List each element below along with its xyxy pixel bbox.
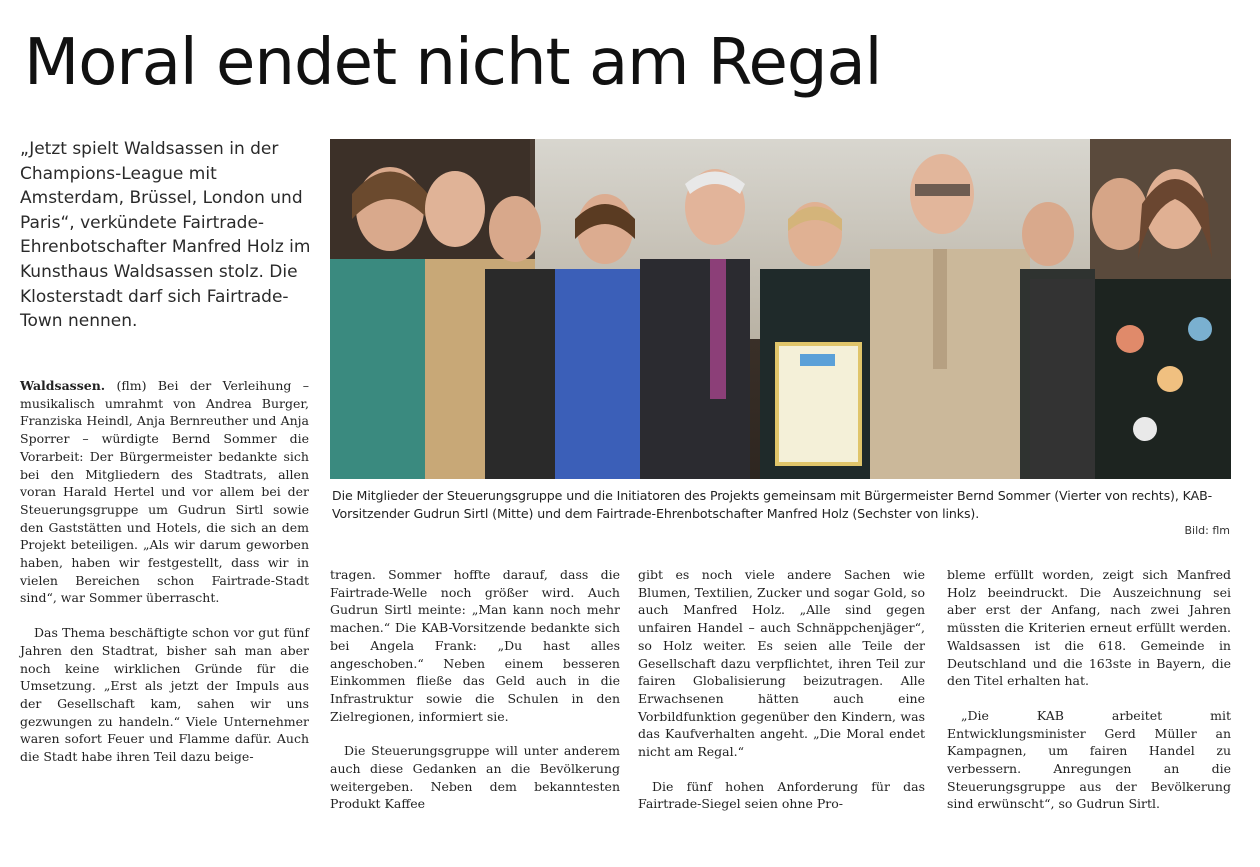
photo-caption: Die Mitglieder der Steuerungsgruppe und die Initiatoren des Projekts gemeinsam mit Bürgermeister Bernd Sommer (Vierter von rechts), KAB-Vorsitzender Gudrun Sirtl (Mitte) und dem Fairtrade-Ehrenbotschafter Manfred Holz (Sechster von links). [332,488,1213,521]
col2-para-1: tragen. Sommer hoffte darauf, dass die Fairtrade-Welle noch größer wird. Auch Gudrun Sirtl meinte: „Man kann noch mehr machen.“ Die KAB-Vorsitzende bedankte sich bei Angela Frank: „Du hast alles angeschoben.“ Neben einem besseren Einkommen fließe das Geld auch in die Infrastruktur sowie die Schulen in den Zielregionen, informiert sie. [330,567,620,724]
text-column-1 [20,377,309,766]
col4-para-1: bleme erfüllt worden, zeigt sich Manfred Holz beeindruckt. Die Auszeichnung sei aber erst der Anfang, nach zwei Jahren müssten die Kriterien erneut erfüllt werden. Waldsassen ist die 618. Gemeinde in Deutschland und die 163ste in Bayern, die den Titel erhalten hat. [947,567,1231,689]
headline: Moral endet nicht am Regal [24,26,882,100]
col1-para-1 [20,377,309,607]
text-column-4 [947,566,1231,813]
dateline: Waldsassen. [20,378,106,393]
col1-para-2: Das Thema beschäftigte schon vor gut fünf Jahren den Stadtrat, bisher sah man aber noch keine wirklichen Gründe für die Umsetzung. „Erst als jetzt der Impuls aus der Gesellschaft kam, sahen wir uns gezwungen zu handeln.“ Viele Unternehmer waren sofort Feuer und Flamme dafür. Auch die Stadt habe ihren Teil dazu beige- [20,625,309,765]
group-photo-image [330,139,1231,479]
text-column-2 [330,566,620,813]
col3-para-1: gibt es noch viele andere Sachen wie Blumen, Textilien, Zucker und sogar Gold, so auch Manfred Holz. „Alle sind gegen unfairen Handel – auch Schnäppchenjäger“, so Holz weiter. Es seien alle Teile der Gesellschaft dazu verpflichtet, ihren Teil zur fairen Globalisierung beizutragen. Alle Erwachsenen hätten auch eine Vorbildfunktion gegenüber den Kindern, was das Kaufverhalten angeht. „Die Moral endet nicht am Regal.“ [638,567,925,760]
col4-para-2: „Die KAB arbeitet mit Entwicklungsminister Gerd Müller an Kampagnen, um fairen Handel zu verbessern. Anregungen an die Steuerungsgruppe aus der Bevölkerung sind erwünscht“, so Gudrun Sirtl. [947,707,1231,812]
col1-para-1-text: (flm) Bei der Verleihung – musikalisch umrahmt von Andrea Burger, Franziska Heindl, Anja Bernreuther und Anja Sporrer – würdigte Bernd Sommer die Vorarbeit: Der Bürgermeister bedankte sich bei den Mitgliedern des Stadtrats, allen voran Harald Hertel und vor allem bei der Steuerungsgruppe um Gudrun Sirtl sowie den Gaststätten und Hotels, die sich an dem Projekt beteiligen. „Als wir darum geworben haben, haben wir festgestellt, dass wir in vielen Bereichen schon Fairtrade-Stadt sind“, war Sommer überrascht. [20,378,310,606]
text-column-3 [638,566,925,813]
col3-para-2: Die fünf hohen Anforderung für das Fairtrade-Siegel seien ohne Pro- [638,778,925,812]
photo-credit: Bild: flm [1184,524,1230,537]
group-photo [330,139,1231,479]
col2-para-2: Die Steuerungsgruppe will unter anderem auch diese Gedanken an die Bevölkerung weitergeben. Neben dem bekanntesten Produkt Kaffee [330,743,620,812]
lead-paragraph: „Jetzt spielt Waldsassen in der Champions-League mit Amsterdam, Brüssel, London und Paris“, verkündete Fairtrade-Ehrenbotschafter Manfred Holz im Kunsthaus Waldsassen stolz. Die Klosterstadt darf sich Fairtrade-Town nennen. [20,139,311,332]
